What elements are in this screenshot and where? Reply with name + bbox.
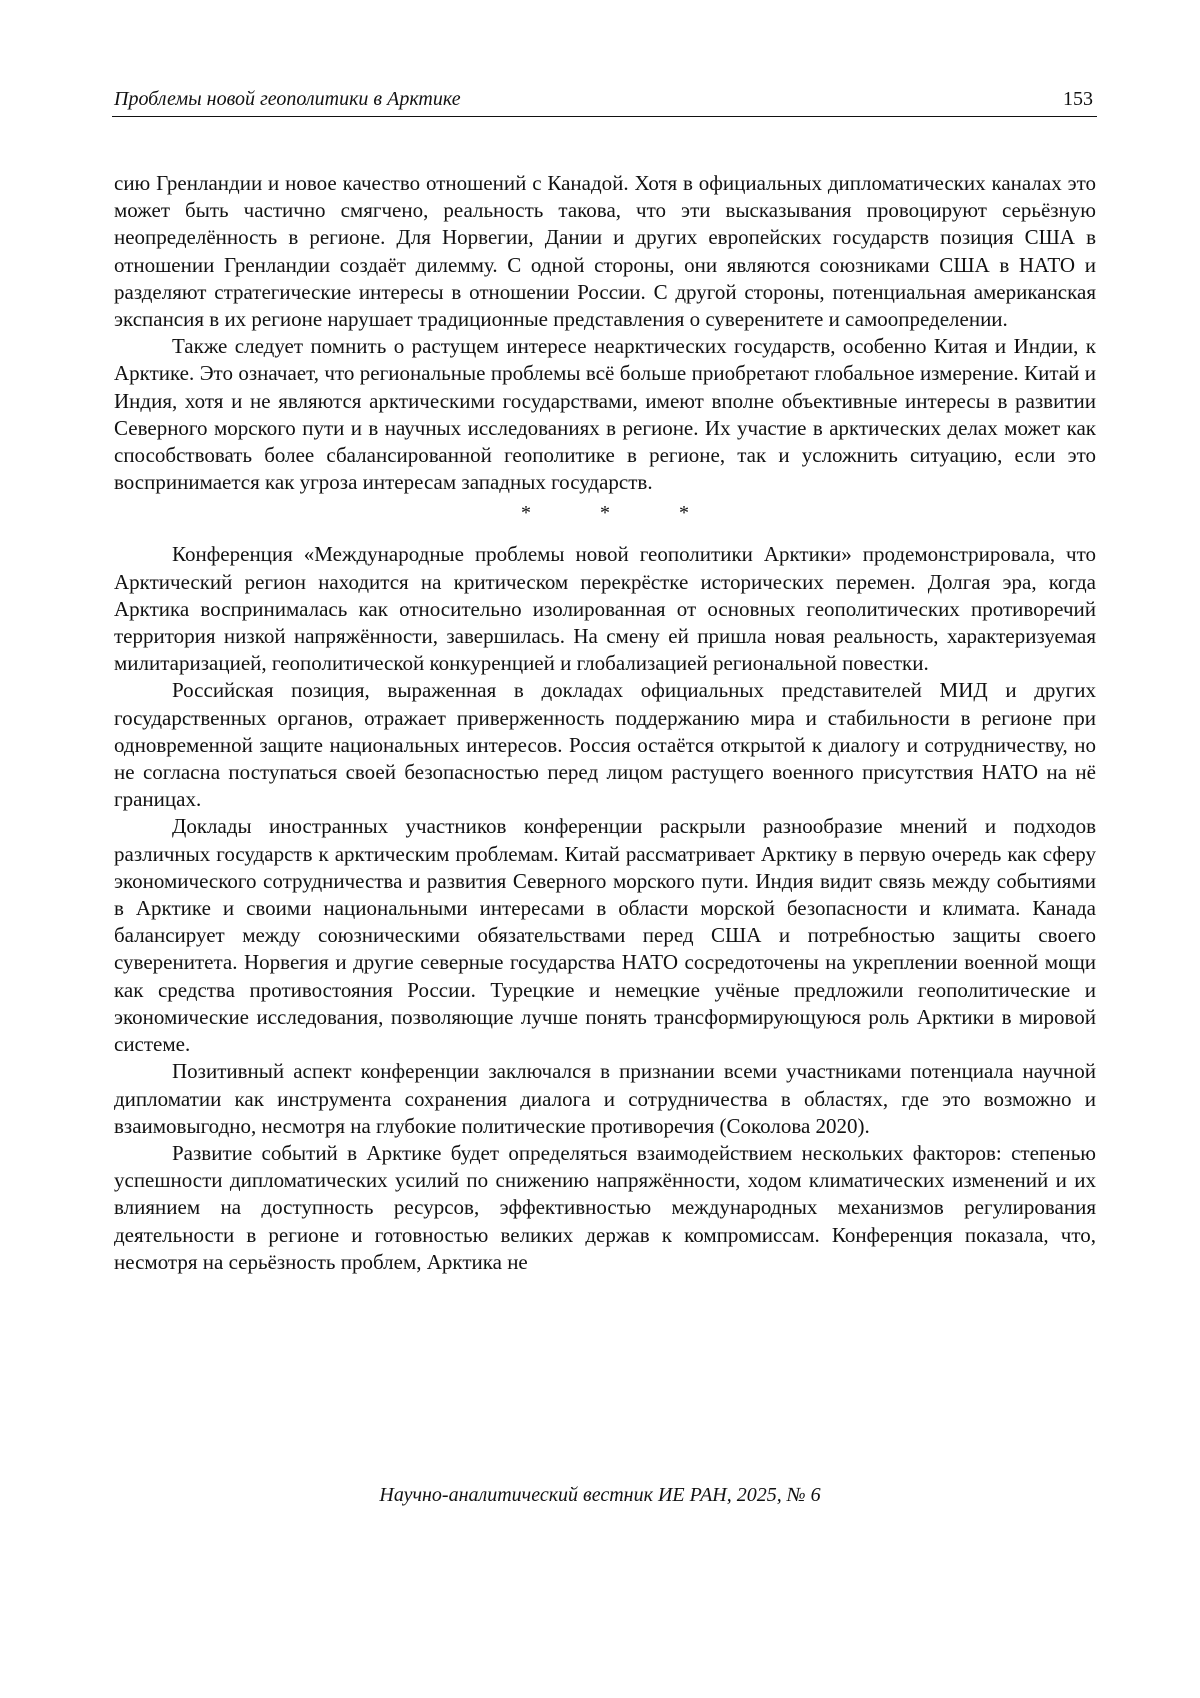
article-body [114, 170, 1096, 1276]
paragraph-continuation: сию Гренландии и новое качество отношений с Канадой. Хотя в официальных дипломатических каналах это может быть частично смягчено, реальность такова, что эти высказывания провоцируют серьёзную неопределённость в регионе. Для Норвегии, Дании и других европейских государств позиция США в отношении Гренландии создаёт дилемму. С одной стороны, они являются союзниками США в НАТО и разделяют стратегические интересы в отношении России. С другой стороны, потенциальная американская экспансия в их регионе нарушает традиционные представления о суверенитете и самоопределении. [114, 171, 1096, 332]
running-header [112, 86, 1097, 117]
journal-footer: Научно-аналитический вестник ИЕ РАН, 2025, № 6 [379, 1484, 821, 1506]
paragraph: Позитивный аспект конференции заключался в признании всеми участниками потенциала научной дипломатии как инструмента сохранения диалога и сотрудничества в областях, где это возможно и взаимовыгодно, несмотря на глубокие политические противоречия (Соколова 2020). [114, 1059, 1096, 1138]
paragraph: Также следует помнить о растущем интересе неарктических государств, особенно Китая и Индии, к Арктике. Это означает, что региональные проблемы всё больше приобретают глобальное измерение. Китай и Индия, хотя и не являются арктическими государствами, имеют вполне объективные интересы в развитии Северного морского пути и в научных исследованиях в регионе. Их участие в арктических делах может как способствовать более сбалансированной геополитике в регионе, так и усложнить ситуацию, если это воспринимается как угроза интересам западных государств. [114, 334, 1096, 495]
separator-asterisk: * [600, 502, 610, 525]
page-number: 153 [1063, 88, 1093, 110]
paragraph: Развитие событий в Арктике будет определяться взаимодействием нескольких факторов: степенью успешности дипломатических усилий по снижению напряжённости, ходом климатических изменений и их влиянием на доступность ресурсов, эффективностью международных механизмов регулирования деятельности в регионе и готовностью великих держав к компромиссам. Конференция показала, что, несмотря на серьёзность проблем, Арктика не [114, 1140, 1096, 1274]
running-title: Проблемы новой геополитики в Арктике [114, 88, 461, 110]
paragraph: Доклады иностранных участников конференции раскрыли разнообразие мнений и подходов различных государств к арктическим проблемам. Китай рассматривает Арктику в первую очередь как сферу экономического сотрудничества и развития Северного морского пути. Индия видит связь между событиями в Арктике и своими национальными интересами в области морской безопасности и климата. Канада балансирует между союзническими обязательствами перед США и потребностью защиты своего суверенитета. Норвегия и другие северные государства НАТО сосредоточены на укреплении военной мощи как средства противостояния России. Турецкие и немецкие учёные предложили геополитические и экономические исследования, позволяющие лучше понять трансформирующуюся роль Арктики в мировой системе. [114, 814, 1096, 1057]
section-separator [114, 500, 1096, 527]
separator-asterisk: * [521, 502, 531, 525]
separator-asterisk: * [679, 502, 689, 525]
paragraph: Российская позиция, выраженная в докладах официальных представителей МИД и других государственных органов, отражает приверженность поддержанию мира и стабильности в регионе при одновременной защите национальных интересов. Россия остаётся открытой к диалогу и сотрудничеству, но не согласна поступаться своей безопасностью перед лицом растущего военного присутствия НАТО на нё границах. [114, 678, 1096, 812]
paragraph: Конференция «Международные проблемы новой геополитики Арктики» продемонстрировала, что Арктический регион находится на критическом перекрёстке исторических перемен. Долгая эра, когда Арктика воспринималась как относительно изолированная от основных геополитических противоречий территория низкой напряжённости, завершилась. На смену ей пришла новая реальность, характеризуемая милитаризацией, геополитической конкуренцией и глобализацией региональной повестки. [114, 542, 1096, 676]
